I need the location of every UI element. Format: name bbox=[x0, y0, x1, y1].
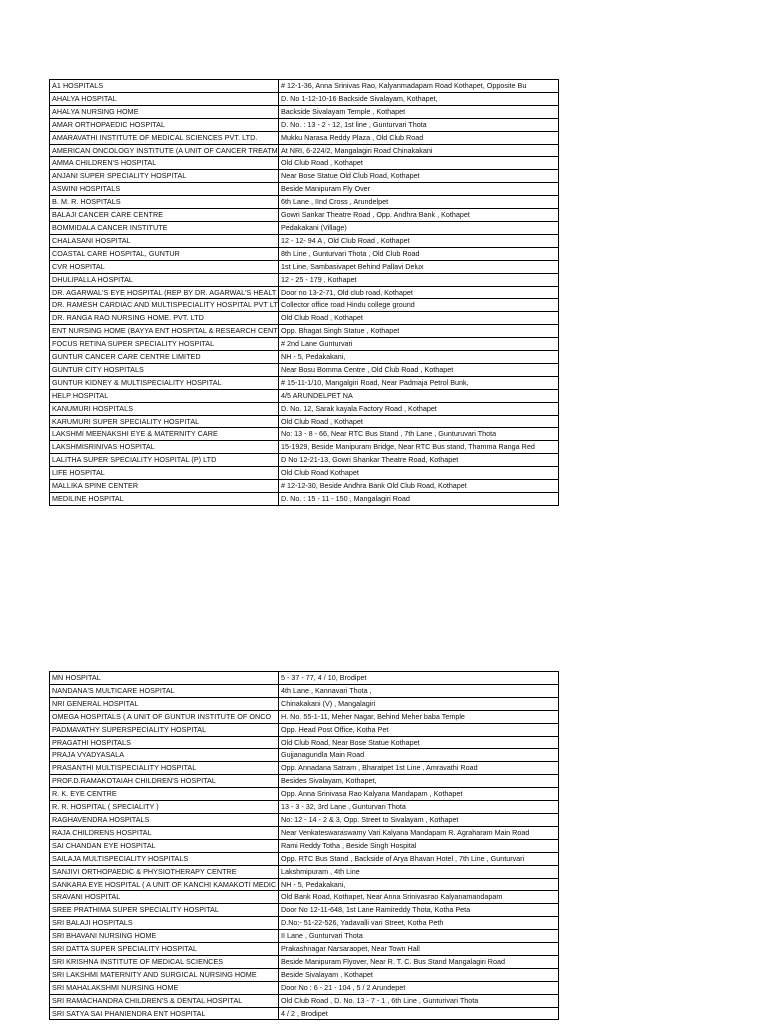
table-row bbox=[50, 209, 559, 222]
hospital-address-cell: 4/5 ARUNDELPET NA bbox=[279, 389, 559, 402]
table-row bbox=[50, 994, 559, 1007]
hospital-address-cell: 15-1929, Beside Manipuram Bridge, Near RTC Bus stand, Thamma Ranga Red bbox=[279, 441, 559, 454]
hospital-address-cell: Old Club Road , D. No. 13 - 7 - 1 , 6th Line , Gunturivari Thota bbox=[279, 994, 559, 1007]
hospital-address-cell: Old Club Road Kothapet bbox=[279, 467, 559, 480]
hospital-name-cell: SRI RAMACHANDRA CHILDREN'S & DENTAL HOSPITAL bbox=[50, 994, 279, 1007]
table-row bbox=[50, 839, 559, 852]
hospital-name-cell: GUNTUR CITY HOSPITALS bbox=[50, 363, 279, 376]
table-row bbox=[50, 878, 559, 891]
table-row bbox=[50, 981, 559, 994]
hospital-name-cell: CHALASANI HOSPITAL bbox=[50, 234, 279, 247]
table-row bbox=[50, 299, 559, 312]
table-row bbox=[50, 325, 559, 338]
hospital-address-cell: Door No 12-11-648, 1st Lane Ramireddy Thota, Kotha Peta bbox=[279, 904, 559, 917]
table-row bbox=[50, 762, 559, 775]
hospital-address-cell: Mukku Narasa Reddy Plaza , Old Club Road bbox=[279, 131, 559, 144]
hospital-name-cell: RAGHAVENDRA HOSPITALS bbox=[50, 813, 279, 826]
hospital-name-cell: SANJIVI ORTHOPAEDIC & PHYSIOTHERAPY CENTRE bbox=[50, 865, 279, 878]
table-row bbox=[50, 80, 559, 93]
hospital-name-cell: SRI BALAJI HOSPITALS bbox=[50, 917, 279, 930]
hospital-name-cell: SAILAJA MULTISPECIALITY HOSPITALS bbox=[50, 852, 279, 865]
hospital-address-cell: # 12-12-30, Beside Andhra Bank Old Club Road, Kothapet bbox=[279, 480, 559, 493]
hospital-address-cell: 1st Line, Sambasivapet Behind Pallavi Delux bbox=[279, 260, 559, 273]
hospital-address-cell: Old Club Road , Kothapet bbox=[279, 157, 559, 170]
hospital-name-cell: AHALYA HOSPITAL bbox=[50, 92, 279, 105]
hospital-name-cell: LAKSHMISRINIVAS HOSPITAL bbox=[50, 441, 279, 454]
table-row bbox=[50, 131, 559, 144]
hospital-name-cell: GUNTUR KIDNEY & MULTISPECIALITY HOSPITAL bbox=[50, 376, 279, 389]
hospital-name-cell: AMMA CHILDREN'S HOSPITAL bbox=[50, 157, 279, 170]
hospital-name-cell: HELP HOSPITAL bbox=[50, 389, 279, 402]
hospital-address-cell: Old Club Road , Kothapet bbox=[279, 415, 559, 428]
hospital-name-cell: ASWINI HOSPITALS bbox=[50, 183, 279, 196]
hospital-address-cell: 4th Lane , Kannavari Thota , bbox=[279, 684, 559, 697]
hospital-name-cell: SRI LAKSHMI MATERNITY AND SURGICAL NURSING HOME bbox=[50, 968, 279, 981]
hospital-name-cell: DHULIPALLA HOSPITAL bbox=[50, 273, 279, 286]
table-row bbox=[50, 943, 559, 956]
table-row bbox=[50, 749, 559, 762]
hospital-name-cell: B. M. R. HOSPITALS bbox=[50, 196, 279, 209]
table-row bbox=[50, 968, 559, 981]
hospital-address-cell: Near Venkateswaraswamy Vari Kalyana Mandapam R. Agraharam Main Road bbox=[279, 826, 559, 839]
hospital-name-cell: RAJA CHILDRENS HOSPITAL bbox=[50, 826, 279, 839]
hospital-address-cell: Chinakakani (V) , Mangalagiri bbox=[279, 697, 559, 710]
hospital-address-cell: NH - 5, Pedakakani, bbox=[279, 351, 559, 364]
table-row bbox=[50, 441, 559, 454]
hospital-address-cell: 6th Lane , IInd Cross , Arundelpet bbox=[279, 196, 559, 209]
hospital-address-cell: D.No:- 51-22-526, Yadavalli vari Street, Kotha Peth bbox=[279, 917, 559, 930]
hospital-name-cell: LALITHA SUPER SPECIALITY HOSPITAL (P) LTD bbox=[50, 454, 279, 467]
table-row bbox=[50, 157, 559, 170]
hospital-name-cell: GUNTUR CANCER CARE CENTRE LIMITED bbox=[50, 351, 279, 364]
hospital-name-cell: SANKARA EYE HOSPITAL ( A UNIT OF KANCHI KAMAKOTI MEDIC bbox=[50, 878, 279, 891]
hospital-address-cell: Gowri Sankar Theatre Road , Opp. Andhra Bank , Kothapet bbox=[279, 209, 559, 222]
hospital-address-cell: Opp. Annadana Satram , Bharatpet 1st Line , Amravathi Road bbox=[279, 762, 559, 775]
hospital-name-cell: ANJANI SUPER SPECIALITY HOSPITAL bbox=[50, 170, 279, 183]
hospital-name-cell: DR. RAMESH CARDIAC AND MULTISPECIALITY HOSPITAL PVT LT bbox=[50, 299, 279, 312]
hospital-name-cell: R. K. EYE CENTRE bbox=[50, 788, 279, 801]
hospital-name-cell: SRI BHAVANI NURSING HOME bbox=[50, 930, 279, 943]
hospital-address-cell: Prakashnagar Narsaraopet, Near Town Hall bbox=[279, 943, 559, 956]
hospital-name-cell: SAI CHANDAN EYE HOSPITAL bbox=[50, 839, 279, 852]
hospital-name-cell: ENT NURSING HOME (BAYYA ENT HOSPITAL & RESEARCH CENT bbox=[50, 325, 279, 338]
hospital-table-2 bbox=[49, 671, 559, 1020]
hospital-address-cell: Door no 13-2-71, Old club road, Kothapet bbox=[279, 286, 559, 299]
table-row bbox=[50, 312, 559, 325]
table-row bbox=[50, 376, 559, 389]
hospital-name-cell: AHALYA NURSING HOME bbox=[50, 105, 279, 118]
hospital-address-cell: D. No. : 15 - 11 - 150 , Mangalagiri Road bbox=[279, 493, 559, 506]
hospital-name-cell: AMERICAN ONCOLOGY INSTITUTE (A UNIT OF CANCER TREATM bbox=[50, 144, 279, 157]
hospital-name-cell: AMAR ORTHOPAEDIC HOSPITAL bbox=[50, 118, 279, 131]
hospital-name-cell: KARUMURI SUPER SPECIALITY HOSPITAL bbox=[50, 415, 279, 428]
hospital-address-cell: Old Bank Road, Kothapet, Near Anna Srinivasrao Kalyanamandapam bbox=[279, 891, 559, 904]
hospital-address-cell: 12 - 25 - 179 , Kothapet bbox=[279, 273, 559, 286]
hospital-address-cell: Old Club Road , Kothapet bbox=[279, 312, 559, 325]
hospital-name-cell: SRI SATYA SAI PHANIENDRA ENT HOSPITAL bbox=[50, 1007, 279, 1020]
hospital-table-1 bbox=[49, 79, 559, 506]
hospital-name-cell: AMARAVATHI INSTITUTE OF MEDICAL SCIENCES PVT. LTD. bbox=[50, 131, 279, 144]
hospital-address-cell: Lakshmipuram , 4th Line bbox=[279, 865, 559, 878]
hospital-address-cell: Rami Reddy Totha , Beside Singh Hospital bbox=[279, 839, 559, 852]
hospital-name-cell: MALLIKA SPINE CENTER bbox=[50, 480, 279, 493]
table-row bbox=[50, 930, 559, 943]
table-body-2 bbox=[50, 672, 559, 1020]
hospital-address-cell: NH - 5, Pedakakani, bbox=[279, 878, 559, 891]
table-row bbox=[50, 697, 559, 710]
hospital-address-cell: Beside Manipuram Flyover, Near R. T. C. Bus Stand Mangalagiri Road bbox=[279, 955, 559, 968]
hospital-address-cell: Beside Manipuram Fly Over bbox=[279, 183, 559, 196]
hospital-address-cell: Besides Sivalayam, Kothapet, bbox=[279, 775, 559, 788]
table-row bbox=[50, 247, 559, 260]
hospital-address-cell: Gujjanagundla Main Road bbox=[279, 749, 559, 762]
table-body-1 bbox=[50, 80, 559, 506]
hospital-address-cell: Backside Sivalayam Temple , Kothapet bbox=[279, 105, 559, 118]
hospital-address-cell: D. No 1-12-10-16 Backside Sivalayam, Kothapet, bbox=[279, 92, 559, 105]
table-row bbox=[50, 338, 559, 351]
hospital-name-cell: SRI MAHALAKSHMI NURSING HOME bbox=[50, 981, 279, 994]
table-row bbox=[50, 736, 559, 749]
hospital-address-cell: Old Club Road, Near Bose Statue Kothapet bbox=[279, 736, 559, 749]
hospital-name-cell: PRAJA VYADYASALA bbox=[50, 749, 279, 762]
hospital-address-cell: H. No. 55-1-11, Meher Nagar, Behind Meher baba Temple bbox=[279, 710, 559, 723]
table-row bbox=[50, 917, 559, 930]
hospital-name-cell: COASTAL CARE HOSPITAL, GUNTUR bbox=[50, 247, 279, 260]
hospital-address-cell: Near Bose Statue Old Club Road, Kothapet bbox=[279, 170, 559, 183]
hospital-address-cell: At NRI, 6-224/2, Mangalagiri Road Chinakakani bbox=[279, 144, 559, 157]
table-row bbox=[50, 813, 559, 826]
hospital-name-cell: BOMMIDALA CANCER INSTITUTE bbox=[50, 221, 279, 234]
table-row bbox=[50, 1007, 559, 1020]
table-row bbox=[50, 273, 559, 286]
hospital-name-cell: MEDILINE HOSPITAL bbox=[50, 493, 279, 506]
table-row bbox=[50, 183, 559, 196]
table-row bbox=[50, 852, 559, 865]
table-row bbox=[50, 480, 559, 493]
hospital-address-cell: Opp. Anna Srinivasa Rao Kalyana Mandapam , Kothapet bbox=[279, 788, 559, 801]
table-row bbox=[50, 144, 559, 157]
table-row bbox=[50, 196, 559, 209]
table-row bbox=[50, 105, 559, 118]
table-row bbox=[50, 865, 559, 878]
hospital-address-cell: 12 - 12- 94 A , Old Club Road , Kothapet bbox=[279, 234, 559, 247]
table-row bbox=[50, 684, 559, 697]
hospital-address-cell: D. No. : 13 - 2 - 12, 1st line , Gunturvari Thota bbox=[279, 118, 559, 131]
table-row bbox=[50, 351, 559, 364]
hospital-address-cell: Door No : 6 - 21 - 104 , 5 / 2 Arundepet bbox=[279, 981, 559, 994]
table-row bbox=[50, 710, 559, 723]
table-row bbox=[50, 363, 559, 376]
table-row bbox=[50, 118, 559, 131]
hospital-name-cell: SRI DATTA SUPER SPECIALITY HOSPITAL bbox=[50, 943, 279, 956]
table-row bbox=[50, 801, 559, 814]
table-row bbox=[50, 891, 559, 904]
hospital-name-cell: A1 HOSPITALS bbox=[50, 80, 279, 93]
hospital-address-cell: No: 12 - 14 - 2 & 3, Opp. Street to Sivalayam , Kothapet bbox=[279, 813, 559, 826]
table-row bbox=[50, 493, 559, 506]
hospital-address-cell: 4 / 2 , Brodipet bbox=[279, 1007, 559, 1020]
table-row bbox=[50, 467, 559, 480]
hospital-address-cell: # 15-11-1/10, Mangalgiri Road, Near Padmaja Petrol Bunk, bbox=[279, 376, 559, 389]
table-row bbox=[50, 826, 559, 839]
table-row bbox=[50, 402, 559, 415]
hospital-address-cell: Collector office road Hindu college ground bbox=[279, 299, 559, 312]
table-row bbox=[50, 454, 559, 467]
table-row bbox=[50, 775, 559, 788]
table-row bbox=[50, 428, 559, 441]
table-row bbox=[50, 415, 559, 428]
table-row bbox=[50, 389, 559, 402]
hospital-name-cell: PROF.D.RAMAKOTAIAH CHILDREN'S HOSPITAL bbox=[50, 775, 279, 788]
hospital-name-cell: R. R. HOSPITAL ( SPECIALITY ) bbox=[50, 801, 279, 814]
table-row bbox=[50, 92, 559, 105]
table-row bbox=[50, 286, 559, 299]
hospital-address-cell: 5 - 37 - 77, 4 / 10, Brodipet bbox=[279, 672, 559, 685]
hospital-address-cell: Opp. Head Post Office, Kotha Pet bbox=[279, 723, 559, 736]
table-row bbox=[50, 234, 559, 247]
table-row bbox=[50, 260, 559, 273]
hospital-address-cell: Beside Sivalayam , Kothapet bbox=[279, 968, 559, 981]
hospital-address-cell: II Lane , Gunturvari Thota bbox=[279, 930, 559, 943]
hospital-name-cell: LAKSHMI MEENAKSHI EYE & MATERNITY CARE bbox=[50, 428, 279, 441]
hospital-name-cell: SRAVANI HOSPITAL bbox=[50, 891, 279, 904]
hospital-name-cell: LIFE HOSPITAL bbox=[50, 467, 279, 480]
hospital-address-cell: # 12-1-36, Anna Srinivas Rao, Kalyanmadapam Road Kothapet, Opposite Bu bbox=[279, 80, 559, 93]
hospital-name-cell: KANUMURI HOSPITALS bbox=[50, 402, 279, 415]
hospital-address-cell: 8th Line , Gunturvari Thota , Old Club Road bbox=[279, 247, 559, 260]
hospital-name-cell: DR. RANGA RAO NURSING HOME. PVT. LTD bbox=[50, 312, 279, 325]
hospital-name-cell: MN HOSPITAL bbox=[50, 672, 279, 685]
hospital-name-cell: SREE PRATHIMA SUPER SPECIALITY HOSPITAL bbox=[50, 904, 279, 917]
hospital-address-cell: Near Bosu Bomma Centre , Old Club Road , Kothapet bbox=[279, 363, 559, 376]
hospital-name-cell: PRAGATHI HOSPITALS bbox=[50, 736, 279, 749]
hospital-address-cell: # 2nd Lane Gunturvari bbox=[279, 338, 559, 351]
table-row bbox=[50, 170, 559, 183]
table-row bbox=[50, 904, 559, 917]
hospital-address-cell: D No 12-21-13, Gowri Shankar Theatre Road, Kothapet bbox=[279, 454, 559, 467]
hospital-address-cell: D. No. 12, Sarak kayala Factory Road , Kothapet bbox=[279, 402, 559, 415]
hospital-address-cell: 13 - 3 - 32, 3rd Lane , Gunturvari Thota bbox=[279, 801, 559, 814]
table-row bbox=[50, 723, 559, 736]
hospital-address-cell: No: 13 - 8 - 66, Near RTC Bus Stand , 7th Lane , Gunturuvari Thota bbox=[279, 428, 559, 441]
hospital-name-cell: SRI KRISHNA INSTITUTE OF MEDICAL SCIENCES bbox=[50, 955, 279, 968]
hospital-address-cell: Pedakakani (Village) bbox=[279, 221, 559, 234]
hospital-name-cell: CVR HOSPITAL bbox=[50, 260, 279, 273]
hospital-name-cell: PRASANTHI MULTISPECIALITY HOSPITAL bbox=[50, 762, 279, 775]
table-row bbox=[50, 221, 559, 234]
hospital-name-cell: NRI GENERAL HOSPITAL bbox=[50, 697, 279, 710]
hospital-name-cell: FOCUS RETINA SUPER SPECIALITY HOSPITAL bbox=[50, 338, 279, 351]
hospital-name-cell: OMEGA HOSPITALS ( A UNIT OF GUNTUR INSTITUTE OF ONCO bbox=[50, 710, 279, 723]
hospital-name-cell: DR. AGARWAL'S EYE HOSPITAL (REP BY DR. AGARWAL'S HEALT bbox=[50, 286, 279, 299]
hospital-address-cell: Opp. RTC Bus Stand , Backside of Arya Bhavan Hotel , 7th Line , Gunturvari bbox=[279, 852, 559, 865]
hospital-name-cell: NANDANA'S MULTICARE HOSPITAL bbox=[50, 684, 279, 697]
hospital-name-cell: PADMAVATHY SUPERSPECIALITY HOSPITAL bbox=[50, 723, 279, 736]
hospital-address-cell: Opp. Bhagat Singh Statue , Kothapet bbox=[279, 325, 559, 338]
table-row bbox=[50, 788, 559, 801]
table-row bbox=[50, 672, 559, 685]
hospital-name-cell: BALAJI CANCER CARE CENTRE bbox=[50, 209, 279, 222]
table-row bbox=[50, 955, 559, 968]
